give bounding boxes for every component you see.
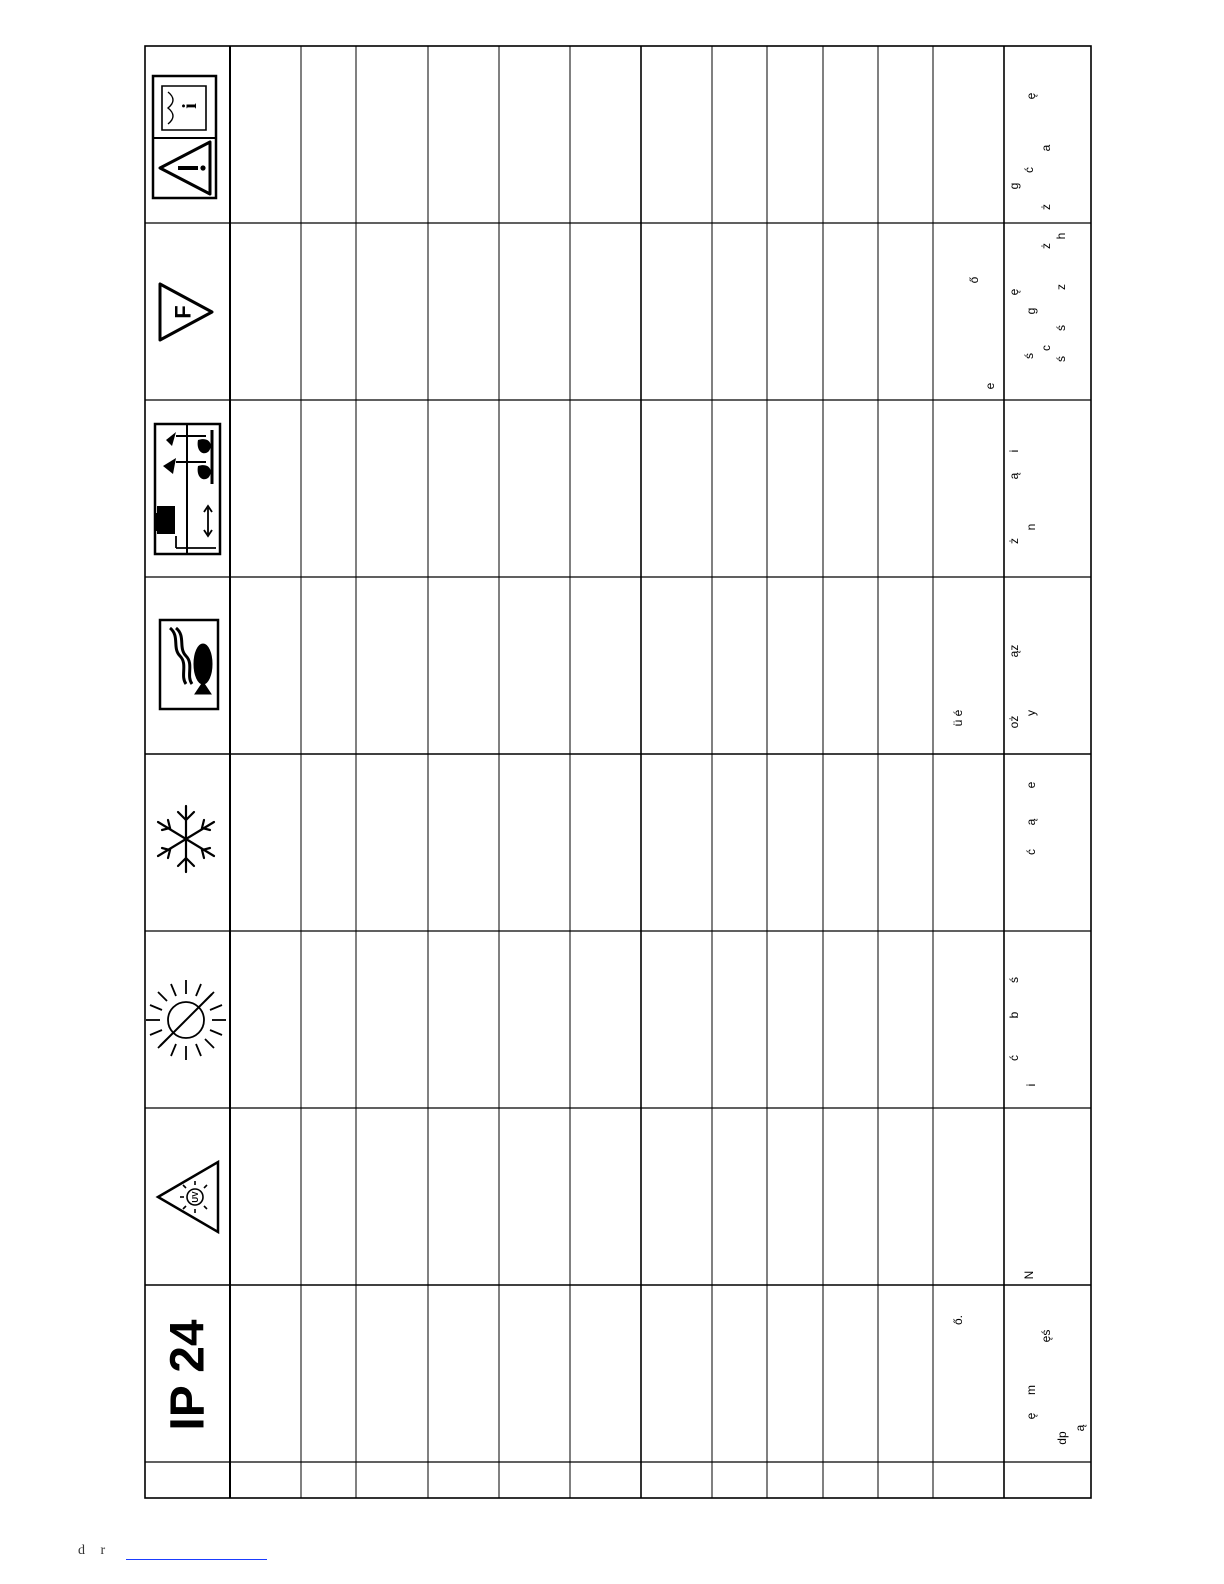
legend-fragment: ęś xyxy=(1039,1329,1053,1343)
uv-warning-icon xyxy=(158,1162,218,1232)
legend-fragment: c xyxy=(1039,345,1053,351)
legend-fragment: b xyxy=(1007,1011,1021,1019)
legend-fragment: ć xyxy=(1007,1055,1021,1061)
legend-fragment: dp xyxy=(1055,1431,1069,1445)
legend-fragment: ü é xyxy=(951,709,965,727)
legend-fragment: ő. xyxy=(951,1314,965,1326)
legend-fragment: h xyxy=(1054,232,1068,240)
flammable-f-icon xyxy=(160,284,212,340)
legend-fragment: e xyxy=(983,382,997,390)
legend-fragment: ś xyxy=(1022,353,1036,359)
legend-fragment: ę xyxy=(1007,288,1021,296)
legend-fragment: ą xyxy=(1073,1424,1087,1432)
legend-fragment: oż xyxy=(1007,715,1021,729)
legend-fragment: N xyxy=(1022,1270,1036,1280)
f-mark-letter: F xyxy=(170,305,196,319)
ip-rating-label: IP 24 xyxy=(161,1319,215,1431)
uv-label: UV xyxy=(191,1191,200,1203)
legend-fragment: ż xyxy=(1039,204,1053,210)
legend-fragment: ę xyxy=(1024,92,1038,100)
warning-read-manual-icon xyxy=(153,76,216,198)
legend-fragment: ś xyxy=(1007,977,1021,983)
handling-plants-icon xyxy=(155,424,220,554)
legend-fragment: y xyxy=(1024,710,1038,716)
table-border xyxy=(145,46,1091,1498)
footer-text: d r xyxy=(78,1543,112,1558)
legend-fragment: i xyxy=(1024,1083,1038,1087)
legend-fragment: ć xyxy=(1022,167,1036,173)
legend-fragment: ő xyxy=(967,276,981,284)
legend-fragment: m xyxy=(1024,1385,1038,1395)
legend-fragment: ć xyxy=(1024,849,1038,855)
no-sunlight-icon xyxy=(146,980,226,1060)
legend-fragment: a xyxy=(1039,144,1053,152)
legend-fragment: ą xyxy=(1024,818,1038,826)
legend-fragment: ą xyxy=(1007,472,1021,480)
legend-fragment: ąz xyxy=(1007,644,1021,658)
legend-fragment: ż xyxy=(1039,243,1053,249)
legend-fragment: z xyxy=(1054,284,1068,290)
footer-link-rule xyxy=(126,1559,267,1560)
legend-fragment: ś xyxy=(1054,325,1068,331)
legend-fragment: n xyxy=(1024,523,1038,531)
info-letter: i xyxy=(179,103,201,109)
legend-text-fragments xyxy=(951,92,1087,1444)
frost-snowflake-icon xyxy=(158,806,214,872)
legend-fragment: g xyxy=(1007,182,1021,190)
legend-fragment: i xyxy=(1007,449,1021,453)
legend-fragment: ę xyxy=(1024,1412,1038,1420)
legend-fragment: ś xyxy=(1054,356,1068,362)
legend-fragment: ż xyxy=(1007,538,1021,544)
legend-fragment: e xyxy=(1024,781,1038,789)
environment-fish-icon xyxy=(160,620,218,709)
legend-fragment: g xyxy=(1024,307,1038,315)
table-grid xyxy=(145,46,1091,1498)
